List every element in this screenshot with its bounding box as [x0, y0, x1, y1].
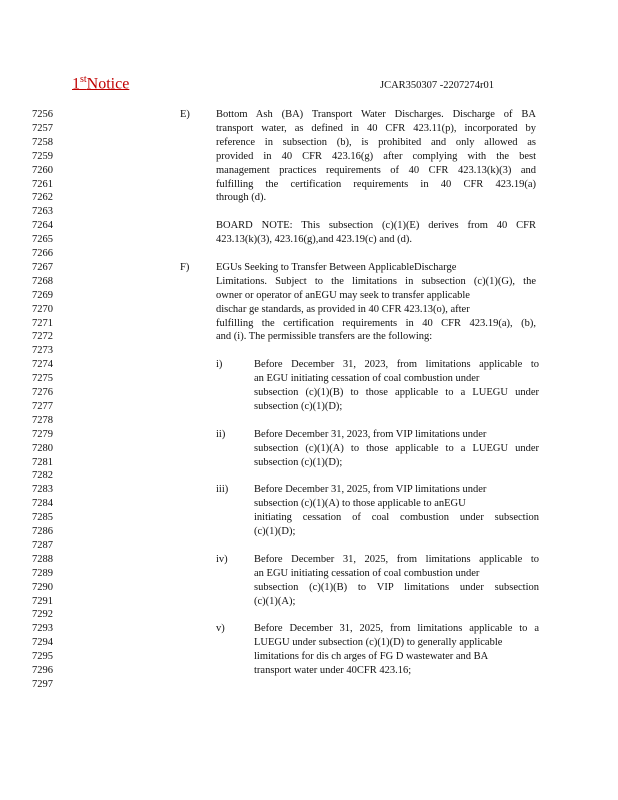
line-number: 7291	[32, 595, 53, 607]
line-number: 7266	[32, 248, 53, 259]
item-text-line: dischar ge standards, as provided in 40 CFR 423.13(o), after	[216, 303, 470, 315]
item-text-line: fulfilling the certification requirements in 40 CFR 423.19(a)	[216, 178, 536, 190]
line-number: 7269	[32, 289, 53, 301]
subitem-label: iii)	[216, 484, 229, 496]
subitem-label: v)	[216, 623, 225, 635]
subitem-text-line: subsection (c)(1)(B) to those applicable to a LUEGU under	[254, 387, 539, 398]
notice-label: 1stNotice	[72, 74, 130, 93]
subitem-text-line: subsection (c)(1)(B) to VIP limitations under subsection	[254, 581, 539, 593]
subitem-text-line: an EGU initiating cessation of coal combustion under	[254, 373, 480, 385]
line-number: 7282	[32, 470, 53, 482]
line-number: 7290	[32, 581, 53, 593]
subitem-text-line: transport water under 40CFR 423.16;	[254, 665, 412, 676]
subitem-text-line: an EGU initiating cessation of coal combustion under	[254, 567, 480, 579]
item-text-line: 423.13(k)(3), 423.16(g),and 423.19(c) and (d).	[216, 234, 412, 246]
item-text-line: and (i). The permissible transfers are the following:	[216, 331, 433, 343]
line-number: 7292	[32, 609, 53, 621]
line-number: 7262	[32, 192, 53, 204]
line-number: 7281	[32, 456, 53, 468]
line-number: 7287	[32, 539, 53, 551]
line-number: 7258	[32, 136, 53, 148]
subitem-label: i)	[216, 359, 223, 371]
item-text-line: fulfilling the certification requirements in 40 CFR 423.19(a), (b),	[216, 317, 536, 329]
line-number: 7261	[32, 178, 53, 190]
line-number: 7295	[32, 651, 53, 663]
line-number: 7284	[32, 498, 53, 510]
subitem-text-line: initiating cessation of coal combustion under subsection	[254, 512, 539, 524]
subitem-text-line: (c)(1)(D);	[254, 526, 296, 537]
item-text-line: reference in subsection (b), is prohibited and only allowed as	[216, 136, 536, 148]
line-number: 7294	[32, 637, 53, 649]
line-number: 7283	[32, 484, 53, 496]
line-number: 7280	[32, 442, 53, 454]
line-number: 7263	[32, 206, 53, 218]
subitem-text-line: subsection (c)(1)(D);	[254, 456, 343, 468]
line-number: 7265	[32, 234, 53, 246]
line-number: 7271	[32, 317, 53, 329]
line-number: 7279	[32, 428, 53, 440]
item-text-line: through (d).	[216, 192, 267, 204]
subitem-text-line: subsection (c)(1)(D);	[254, 400, 343, 412]
line-number: 7285	[32, 512, 53, 524]
line-number: 7260	[32, 164, 53, 176]
item-text-line: owner or operator of anEGU may seek to transfer applicable	[216, 289, 470, 301]
line-number: 7264	[32, 220, 53, 232]
line-number: 7275	[32, 373, 53, 385]
line-number: 7267	[32, 261, 53, 273]
item-text-line: transport water, as defined in 40 CFR 423.11(p), incorporated by	[216, 122, 536, 134]
line-number: 7277	[32, 400, 53, 412]
subitem-text-line: Before December 31, 2025, from VIP limitations under	[254, 484, 487, 496]
item-text-line: EGUs Seeking to Transfer Between ApplicableDischarge	[216, 261, 457, 273]
subitem-text-line: Before December 31, 2023, from limitations applicable to	[254, 359, 539, 371]
line-number: 7293	[32, 623, 53, 635]
line-number: 7256	[32, 109, 53, 120]
line-number: 7296	[32, 665, 53, 676]
subitem-text-line: Before December 31, 2025, from limitations applicable to a	[254, 623, 539, 635]
line-number: 7288	[32, 553, 53, 565]
line-number: 7297	[32, 678, 53, 690]
subitem-text-line: limitations for dis ch arges of FG D wastewater and BA	[254, 651, 489, 663]
item-text-line: Bottom Ash (BA) Transport Water Discharges. Discharge of BA	[216, 109, 536, 120]
item-label: F)	[180, 261, 190, 273]
item-text-line: provided in 40 CFR 423.16(g) after complying with the best	[216, 150, 536, 162]
subitem-text-line: LUEGU under subsection (c)(1)(D) to generally applicable	[254, 637, 503, 649]
item-text-line: BOARD NOTE: This subsection (c)(1)(E) derives from 40 CFR	[216, 220, 536, 232]
line-number: 7257	[32, 122, 53, 134]
line-number: 7273	[32, 345, 53, 357]
subitem-text-line: Before December 31, 2025, from limitations applicable to	[254, 553, 539, 565]
subitem-label: iv)	[216, 553, 228, 565]
subitem-text-line: subsection (c)(1)(A) to those applicable to anEGU	[254, 498, 466, 510]
line-number: 7289	[32, 567, 53, 579]
item-text-line: management practices requirements of 40 CFR 423.13(k)(3) and	[216, 164, 536, 176]
subitem-text-line: subsection (c)(1)(A) to those applicable to a LUEGU under	[254, 442, 539, 454]
document-id: JCAR350307 -2207274r01	[380, 80, 495, 91]
line-number: 7268	[32, 275, 53, 287]
item-text-line: Limitations. Subject to the limitations in subsection (c)(1)(G), the	[216, 275, 536, 287]
line-number: 7274	[32, 359, 53, 371]
subitem-text-line: (c)(1)(A);	[254, 595, 296, 607]
line-number: 7278	[32, 414, 53, 426]
line-number: 7272	[32, 331, 53, 343]
line-number: 7270	[32, 303, 53, 315]
line-number: 7286	[32, 526, 53, 537]
line-number: 7259	[32, 150, 53, 162]
item-label: E)	[180, 109, 190, 120]
line-number: 7276	[32, 387, 53, 398]
subitem-text-line: Before December 31, 2023, from VIP limitations under	[254, 428, 487, 440]
subitem-label: ii)	[216, 428, 226, 440]
